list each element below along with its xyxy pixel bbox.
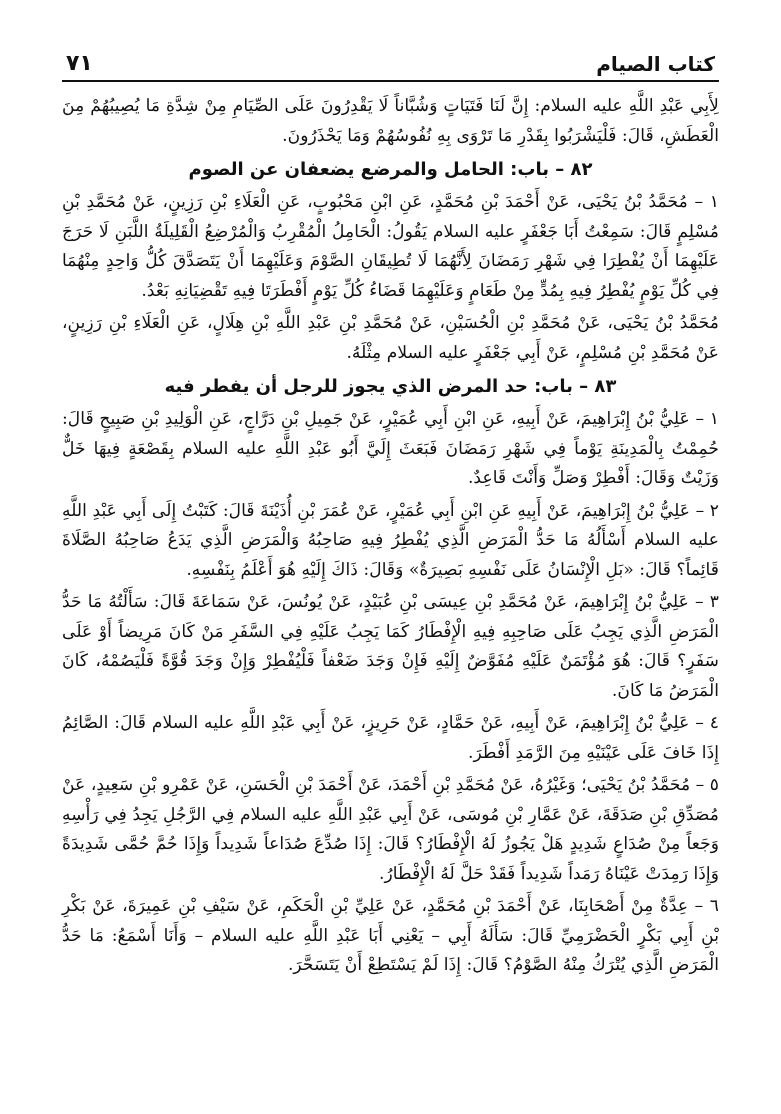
hadith-83-6: ٦ – عِدَّةٌ مِنْ أَصْحَابِنَا، عَنْ أَحْمَدَ بْنِ مُحَمَّدٍ، عَنْ عَلِيِّ بْنِ الْحَكَمِ، عَنْ سَيْفِ بْنِ عَمِيرَةَ، عَنْ بَكْرِ بْنِ أَبِي بَكْرٍ الْحَضْرَمِيِّ قَالَ: سَأَلَهُ أَبِي – يَعْنِي أَبَا عَبْدِ اللَّهِ عليه السلام – وَأَنَا أَسْمَعُ: مَا حَدُّ الْمَرَضِ الَّذِي يُتْرَكُ مِنْهُ الصَّوْمُ؟ قَالَ: إِذَا لَمْ يَسْتَطِعْ أَنْ يَتَسَحَّرَ.	[62, 896, 719, 975]
hadith-82-1: ١ – مُحَمَّدُ بْنُ يَحْيَى، عَنْ أَحْمَدَ بْنِ مُحَمَّدٍ، عَنِ ابْنِ مَحْبُوبٍ، عَنِ الْعَلَاءِ بْنِ رَزِينٍ، عَنْ مُحَمَّدِ بْنِ مُسْلِمٍ قَالَ: سَمِعْتُ أَبَا جَعْفَرٍ عليه السلام يَقُولُ: الْحَامِلُ الْمُقْرِبُ وَالْمُرْضِعُ الْقَلِيلَةُ اللَّبَنِ لَا حَرَجَ عَلَيْهِمَا أَنْ يُفْطِرَا فِي شَهْرِ رَمَضَانَ لِأَنَّهُمَا لَا تُطِيقَانِ الصَّوْمَ وَعَلَيْهِمَا أَنْ يَتَصَدَّقَ كُلُّ وَاحِدٍ مِنْهُمَا فِي كُلِّ يَوْمٍ يُفْطِرُ فِيهِ بِمُدٍّ مِنْ طَعَامٍ وَعَلَيْهِمَا قَضَاءُ كُلِّ يَوْمٍ أَفْطَرَتَا فِيهِ تَقْضِيَانِهِ بَعْدُ.	[62, 192, 719, 301]
hadith-83-3: ٣ – عَلِيُّ بْنُ إِبْرَاهِيمَ، عَنْ مُحَمَّدِ بْنِ عِيسَى بْنِ عُبَيْدٍ، عَنْ يُونُسَ، عَنْ سَمَاعَةَ قَالَ: سَأَلْتُهُ مَا حَدُّ الْمَرَضِ الَّذِي يَجِبُ عَلَى صَاحِبِهِ فِيهِ الْإِفْطَارُ كَمَا يَجِبُ عَلَيْهِ فِي السَّفَرِ مَنْ كَانَ مَرِيضاً أَوْ عَلَى سَفَرٍ؟ قَالَ: هُوَ مُؤْتَمَنٌ عَلَيْهِ مُفَوَّضٌ إِلَيْهِ فَإِنْ وَجَدَ ضَعْفاً فَلْيُفْطِرْ وَإِنْ وَجَدَ قُوَّةً فَلْيَصُمْهُ، كَانَ الْمَرَضُ مَا كَانَ.	[62, 592, 719, 701]
continued-hadith-text: لِأَبِي عَبْدِ اللَّهِ عليه السلام: إِنَّ لَنَا فَتَيَاتٍ وَشُبَّاناً لَا يَقْدِرُونَ عَلَى الصِّيَامِ مِنْ شِدَّةِ مَا يُصِيبُهُمْ مِنَ الْعَطَشِ، قَالَ: فَلْيَشْرَبُوا بِقَدْرِ مَا تَرْوَى بِهِ نُفُوسُهُمْ وَمَا يَحْذَرُونَ.	[62, 96, 719, 146]
hadith-83-2: ٢ – عَلِيُّ بْنُ إِبْرَاهِيمَ، عَنْ أَبِيهِ عَنِ ابْنِ أَبِي عُمَيْرٍ، عَنْ عُمَرَ بْنِ أُذَيْنَةَ قَالَ: كَتَبْتُ إِلَى أَبِي عَبْدِ اللَّهِ عليه السلام أَسْأَلُهُ مَا حَدُّ الْمَرَضِ الَّذِي يُفْطِرُ فِيهِ صَاحِبُهُ وَالْمَرَضِ الَّذِي يَدَعُ صَاحِبُهُ الصَّلَاةَ قَائِماً؟ قَالَ: «بَلِ الْإِنْسَانُ عَلَى نَفْسِهِ بَصِيرَةٌ» وَقَالَ: ذَاكَ إِلَيْهِ هُوَ أَعْلَمُ بِنَفْسِهِ.	[62, 500, 719, 580]
chapter-83-heading: ٨٣ – باب: حد المرض الذي يجوز للرجل أن يفطر فيه	[164, 376, 617, 397]
page-header	[62, 40, 719, 82]
hadith-83-5: ٥ – مُحَمَّدُ بْنُ يَحْيَى؛ وَغَيْرُهُ، عَنْ مُحَمَّدِ بْنِ أَحْمَدَ، عَنْ أَحْمَدَ بْنِ الْحَسَنِ، عَنْ عَمْرِو بْنِ سَعِيدٍ، عَنْ مُصَدِّقِ بْنِ صَدَقَةَ، عَنْ عَمَّارِ بْنِ مُوسَى، عَنْ أَبِي عَبْدِ اللَّهِ عليه السلام فِي الرَّجُلِ يَجِدُ فِي رَأْسِهِ وَجَعاً مِنْ صُدَاعٍ شَدِيدٍ هَلْ يَجُوزُ لَهُ الْإِفْطَارُ؟ قَالَ: إِذَا صُدِّعَ صُدَاعاً شَدِيداً وَإِذَا حُمَّ حُمَّى شَدِيدَةً وَإِذَا رَمِدَتْ عَيْنَاهُ رَمَداً شَدِيداً فَقَدْ حَلَّ لَهُ الْإِفْطَارُ.	[62, 775, 719, 884]
hadith-83-1: ١ – عَلِيُّ بْنُ إِبْرَاهِيمَ، عَنْ أَبِيهِ، عَنِ ابْنِ أَبِي عُمَيْرٍ، عَنْ جَمِيلِ بْنِ دَرَّاجٍ، عَنِ الْوَلِيدِ بْنِ صَبِيحٍ قَالَ: حُمِمْتُ بِالْمَدِينَةِ يَوْماً فِي شَهْرِ رَمَضَانَ فَبَعَثَ إِلَيَّ أَبُو عَبْدِ اللَّهِ عليه السلام بِقَصْعَةٍ فِيهَا خَلٌّ وَزَيْتٌ وَقَالَ: أَفْطِرْ وَصَلِّ وَأَنْتَ قَاعِدٌ.	[62, 409, 719, 488]
page-number: ٧١	[66, 51, 93, 76]
running-title: كتاب الصيام	[596, 52, 715, 76]
chapter-82-heading: ٨٢ – باب: الحامل والمرضع يضعفان عن الصوم	[188, 159, 593, 180]
hadith-83-4: ٤ – عَلِيُّ بْنُ إِبْرَاهِيمَ، عَنْ أَبِيهِ، عَنْ حَمَّادٍ، عَنْ حَرِيزٍ، عَنْ أَبِي عَبْدِ اللَّهِ عليه السلام قَالَ: الصَّائِمُ إِذَا خَافَ عَلَى عَيْنَيْهِ مِنَ الرَّمَدِ أَفْطَرَ.	[62, 713, 719, 763]
hadith-82-1-alt-chain: مُحَمَّدُ بْنُ يَحْيَى، عَنْ مُحَمَّدِ بْنِ الْحُسَيْنِ، عَنْ مُحَمَّدِ بْنِ عَبْدِ اللَّهِ بْنِ هِلَالٍ، عَنِ الْعَلَاءِ بْنِ رَزِينٍ، عَنْ مُحَمَّدِ بْنِ مُسْلِمٍ، عَنْ أَبِي جَعْفَرٍ عليه السلام مِثْلَهُ.	[62, 313, 719, 363]
page-body	[62, 92, 719, 981]
